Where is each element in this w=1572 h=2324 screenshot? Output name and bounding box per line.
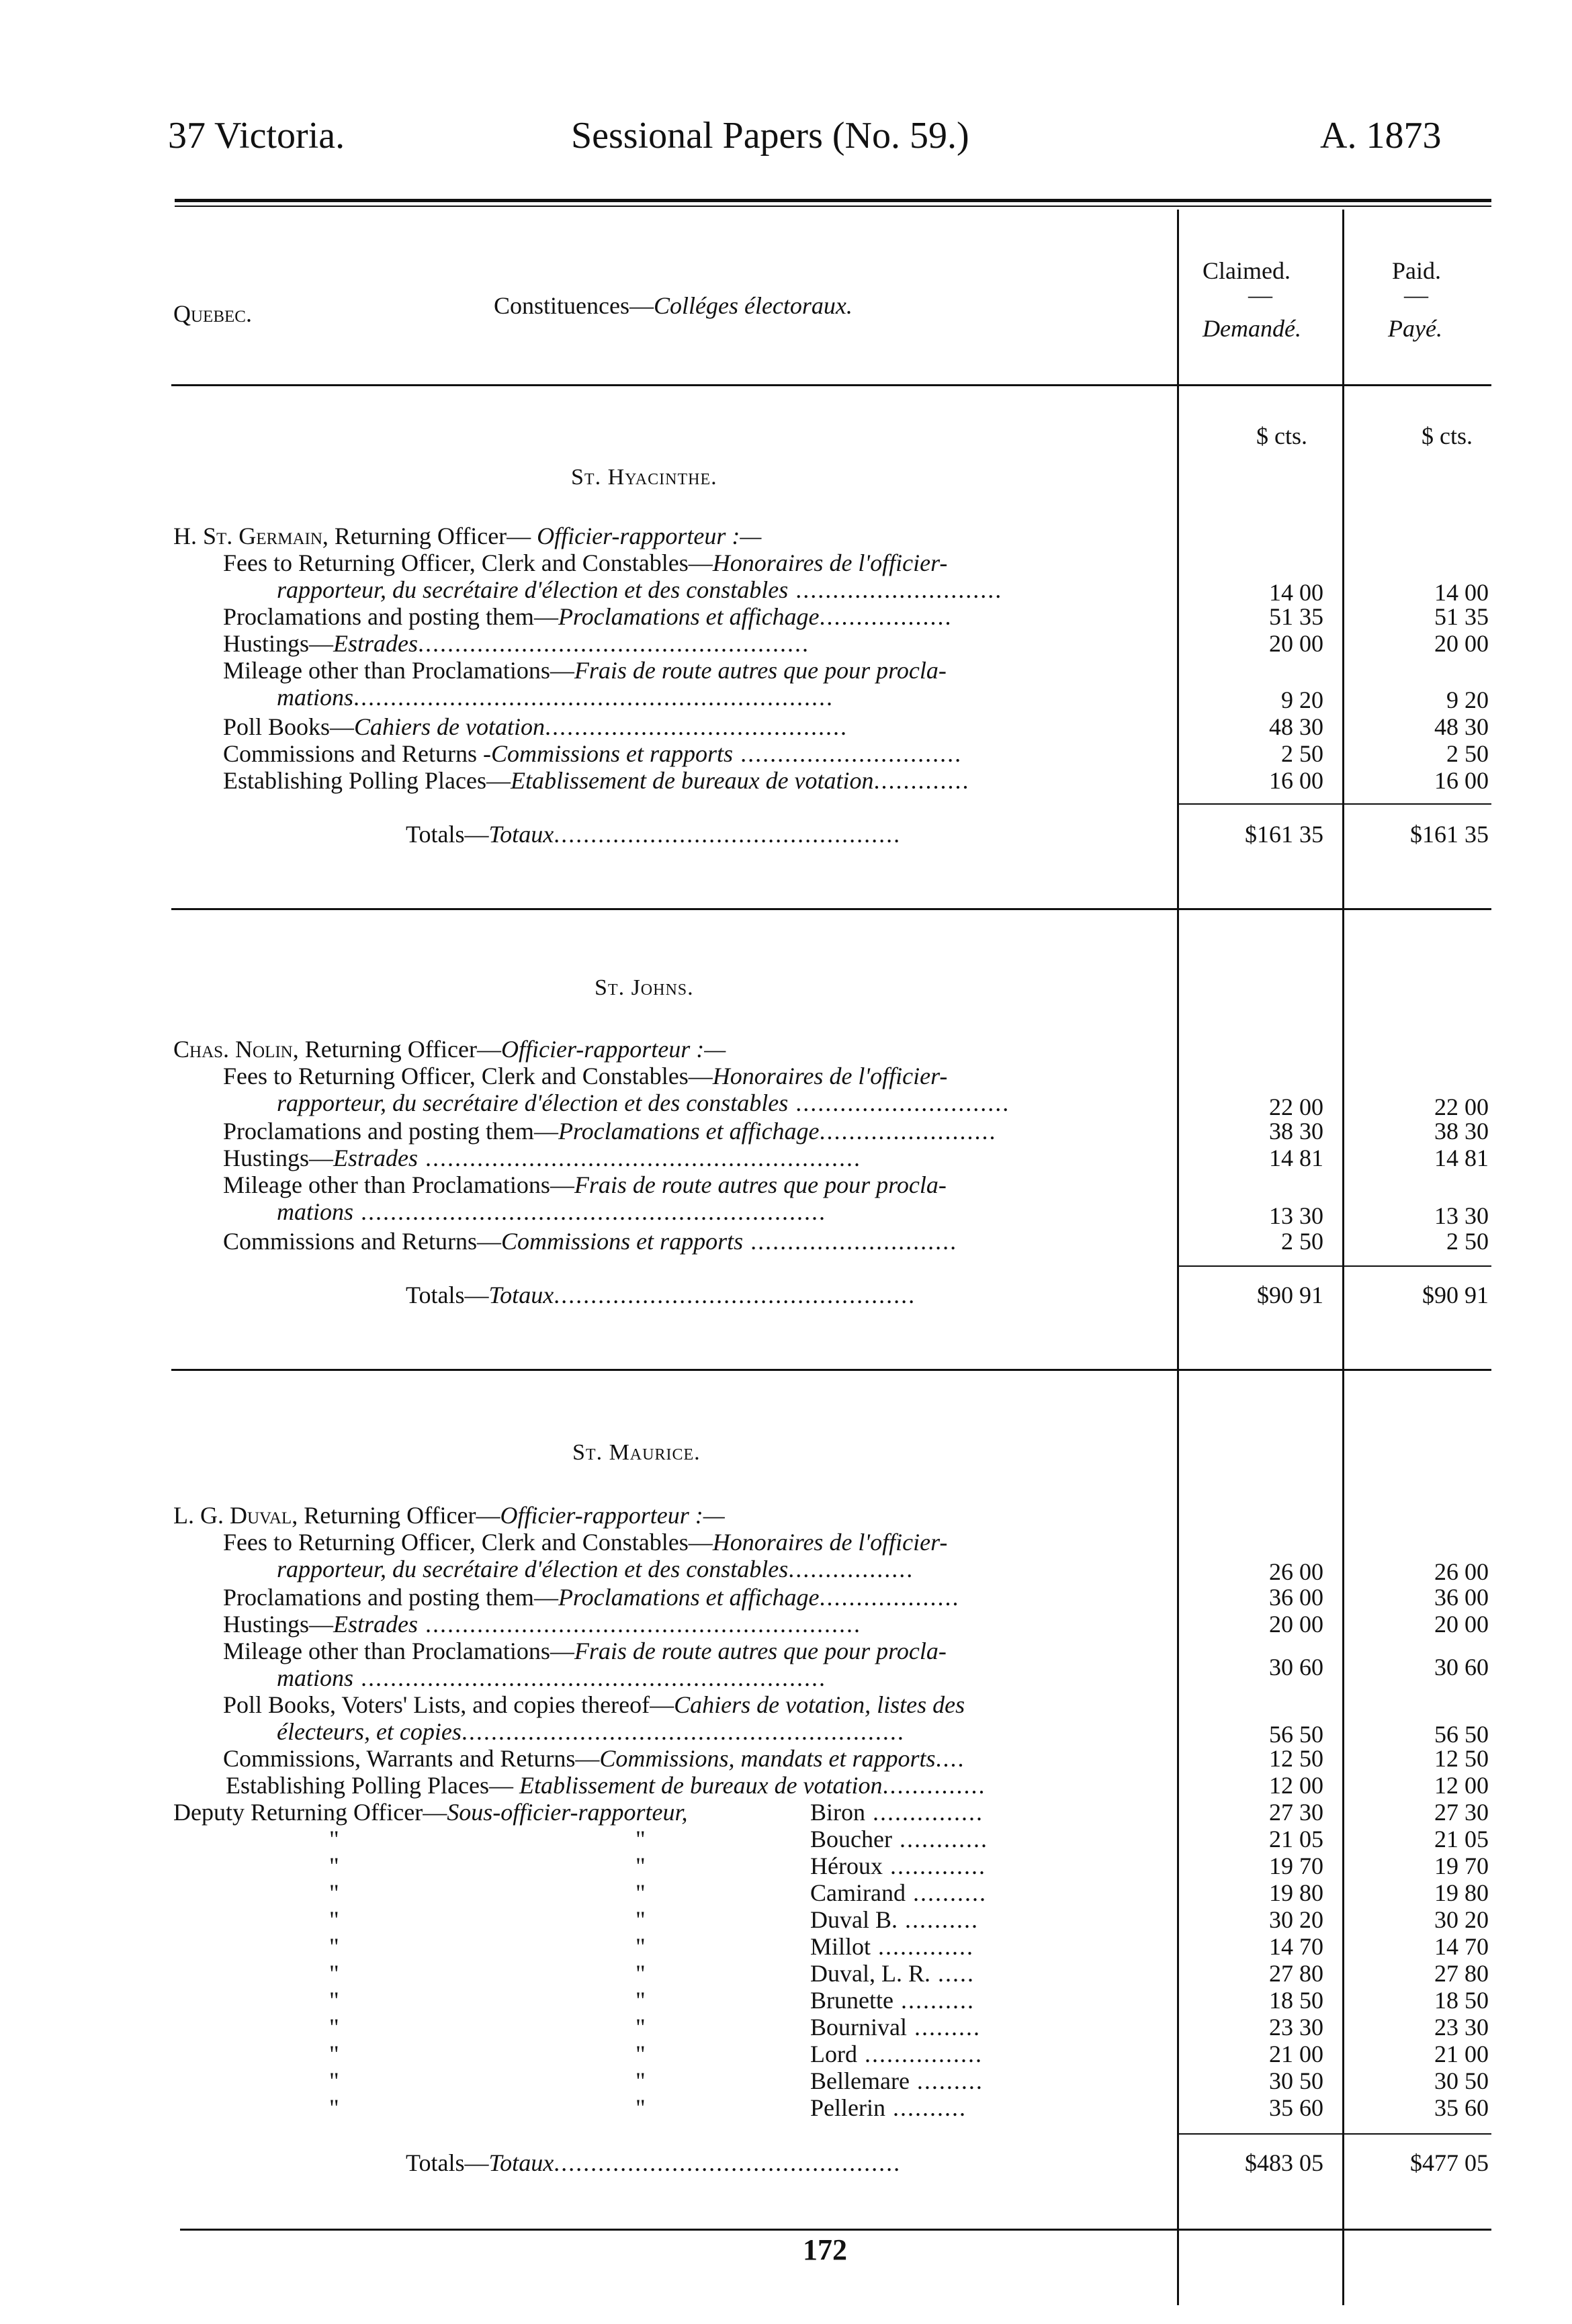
paid-amount: 36 00	[1434, 1584, 1489, 1611]
item-line	[223, 1118, 997, 1145]
paid-amount: 48 30	[1434, 713, 1489, 740]
leader-dots: .........................................	[545, 713, 848, 740]
claimed-amount: 35 60	[1269, 2094, 1323, 2121]
paid-amount: 30 60	[1434, 1654, 1489, 1681]
section-title-st-hyacinthe: St. Hyacinthe.	[571, 465, 717, 490]
ditto-mark: "	[636, 1960, 646, 1987]
item-line	[223, 657, 947, 684]
item-en: Fees to Returning Officer, Clerk and Constables—	[223, 1063, 713, 1089]
deputy-name: Héroux	[810, 1852, 883, 1879]
leader-dots: ...................	[819, 1584, 960, 1611]
ditto-mark: "	[329, 2041, 339, 2067]
item-line	[223, 740, 962, 767]
item-fr: Proclamations et affichage	[558, 1584, 820, 1611]
officer-name: H. St. Germain,	[173, 523, 329, 549]
item-fr-cont: électeurs, et copies	[277, 1718, 462, 1745]
claimed-amount: 48 30	[1269, 713, 1323, 740]
paid-amount: 20 00	[1434, 1611, 1489, 1638]
paid-amount: 23 30	[1434, 2014, 1489, 2041]
paid-amount: 19 70	[1434, 1852, 1489, 1879]
paid-amount: 21 05	[1434, 1826, 1489, 1852]
ditto-mark: "	[636, 1852, 646, 1879]
item-fr: Honoraires de l'officier-	[712, 1529, 948, 1556]
leader-dots: .............	[882, 1852, 986, 1879]
ditto-mark: "	[636, 1933, 646, 1960]
item-line-cont	[277, 1089, 1010, 1116]
deputy-name-line	[810, 1879, 987, 1906]
totals-label: Totals—	[406, 2149, 489, 2176]
paid-amount: 30 50	[1434, 2067, 1489, 2094]
claimed-amount: 30 20	[1269, 1906, 1323, 1933]
item-line	[226, 1772, 986, 1799]
claimed-heading-fr: Demandé.	[1203, 315, 1301, 342]
officer-role-fr: Officier-rapporteur :—	[537, 523, 762, 549]
paid-amount: 30 20	[1434, 1906, 1489, 1933]
paid-amount: 12 00	[1434, 1772, 1489, 1799]
leader-dots: ...........................................................	[418, 1611, 862, 1638]
deputy-label: Deputy Returning Officer—	[173, 1799, 447, 1826]
item-line-cont	[277, 1556, 914, 1582]
header-rule	[171, 384, 1491, 386]
officer-line-st-maurice	[173, 1502, 725, 1529]
item-line	[223, 1063, 947, 1089]
leader-dots: ..........	[885, 2094, 967, 2121]
item-fr: Estrades	[333, 1611, 419, 1638]
paid-amount: 18 50	[1434, 1987, 1489, 2014]
ditto-mark: "	[636, 2041, 646, 2067]
item-fr-cont: rapporteur, du secrétaire d'élection et des constables	[277, 1089, 789, 1116]
paid-amount: 13 30	[1434, 1202, 1489, 1229]
ditto-mark: "	[329, 1987, 339, 2014]
item-line	[223, 767, 970, 794]
leader-dots: .............	[871, 1933, 975, 1960]
item-fr: Proclamations et affichage	[558, 603, 820, 630]
column-rule-claimed	[1177, 210, 1179, 2305]
officer-role: Returning Officer—	[328, 523, 537, 549]
leader-dots: ...........................................................	[418, 1145, 862, 1171]
claimed-amount: 38 30	[1269, 1118, 1323, 1145]
item-line	[223, 1529, 947, 1556]
claimed-amount: 51 35	[1269, 603, 1323, 630]
deputy-name: Pellerin	[810, 2094, 885, 2121]
constituencies-heading	[494, 292, 853, 320]
subtotal-rule	[1179, 2133, 1491, 2135]
officer-role-fr: Officier-rapporteur :—	[500, 1502, 725, 1529]
claimed-amount: 21 00	[1269, 2041, 1323, 2067]
deputy-name-line	[810, 1906, 979, 1933]
item-line	[223, 713, 848, 740]
item-line	[223, 1145, 861, 1171]
ditto-mark: "	[329, 1960, 339, 1987]
totals-line	[406, 2149, 901, 2176]
ditto-mark: "	[329, 1852, 339, 1879]
item-en: Mileage other than Proclamations—	[223, 1171, 574, 1198]
paid-amount: 14 70	[1434, 1933, 1489, 1960]
deputy-name: Bournival	[810, 2014, 907, 2041]
item-fr: Frais de route autres que pour procla-	[574, 1638, 947, 1664]
leader-dots: ..............................	[733, 740, 963, 767]
deputy-name-line	[810, 2067, 984, 2094]
deputy-name: Duval B.	[810, 1906, 898, 1933]
item-fr: Commissions et rapports	[501, 1228, 744, 1255]
leader-dots: .............................	[788, 1089, 1010, 1116]
leader-dots: ..................	[819, 603, 953, 630]
leader-dots: .............	[873, 767, 970, 794]
item-fr-cont: rapporteur, du secrétaire d'élection et des constables	[277, 576, 789, 603]
totals-label-fr: Totaux	[488, 2149, 554, 2176]
item-fr: Estrades	[333, 630, 419, 657]
paid-amount: 14 81	[1434, 1145, 1489, 1171]
claimed-amount: 14 00	[1269, 579, 1323, 606]
item-en: Hustings—	[223, 630, 334, 657]
item-fr: Proclamations et affichage	[558, 1118, 820, 1145]
leader-dots: ........................	[819, 1118, 997, 1145]
page-number: 172	[803, 2233, 847, 2266]
deputy-name-line	[810, 1826, 988, 1852]
claimed-amount: 18 50	[1269, 1987, 1323, 2014]
claimed-amount: 27 30	[1269, 1799, 1323, 1826]
item-en: Fees to Returning Officer, Clerk and Constables—	[223, 549, 713, 576]
officer-line-st-hyacinthe	[173, 523, 761, 549]
subtotal-rule	[1179, 1265, 1491, 1267]
header-title: Sessional Papers (No. 59.)	[571, 115, 969, 157]
item-en: Hustings—	[223, 1145, 334, 1171]
deputy-name-line	[810, 1960, 975, 1987]
leader-dots: ...............	[865, 1799, 984, 1826]
ditto-mark: "	[329, 2014, 339, 2041]
leader-dots: .................................................	[554, 1282, 916, 1308]
paid-amount: 9 20	[1446, 686, 1489, 713]
paid-amount: 2 50	[1446, 1228, 1489, 1255]
paid-amount: 27 30	[1434, 1799, 1489, 1826]
officer-name: Chas. Nolin,	[173, 1036, 299, 1063]
paid-amount: 51 35	[1434, 603, 1489, 630]
item-line	[223, 1584, 960, 1611]
subtotal-rule	[1179, 803, 1491, 805]
leader-dots: ..........	[898, 1906, 979, 1933]
item-fr: Estrades	[333, 1145, 419, 1171]
leader-dots: .........	[906, 2014, 981, 2041]
officer-role: Returning Officer—	[298, 1036, 501, 1063]
item-en: Commissions and Returns—	[223, 1228, 502, 1255]
claimed-amount: 2 50	[1281, 1228, 1323, 1255]
claimed-amount: 19 80	[1269, 1879, 1323, 1906]
paid-amount: 12 50	[1434, 1745, 1489, 1772]
claimed-amount: 19 70	[1269, 1852, 1323, 1879]
paid-amount: 20 00	[1434, 630, 1489, 657]
item-fr-cont: rapporteur, du secrétaire d'élection et des constables	[277, 1556, 789, 1582]
item-line	[223, 1691, 965, 1718]
item-line	[223, 630, 810, 657]
ditto-mark: "	[329, 2067, 339, 2094]
item-en: Commissions and Returns -	[223, 740, 492, 767]
item-en: Proclamations and posting them—	[223, 1118, 558, 1145]
deputy-name: Millot	[810, 1933, 871, 1960]
claimed-dash: —	[1248, 281, 1272, 308]
deputy-name-line	[810, 1799, 984, 1826]
deputy-name: Biron	[810, 1799, 866, 1826]
ditto-mark: "	[636, 1826, 646, 1852]
item-line	[223, 1611, 861, 1638]
claimed-amount: 30 60	[1269, 1654, 1323, 1681]
claimed-amount: 30 50	[1269, 2067, 1323, 2094]
item-line-cont	[277, 1664, 826, 1691]
claimed-amount: 27 80	[1269, 1960, 1323, 1987]
item-line-cont	[277, 576, 1002, 603]
leader-dots: ..............	[882, 1772, 986, 1799]
item-fr: Honoraires de l'officier-	[712, 1063, 948, 1089]
item-en: Poll Books—	[223, 713, 355, 740]
officer-role-fr: Officier-rapporteur :—	[501, 1036, 726, 1063]
item-fr: Etablissement de bureaux de votation	[519, 1772, 883, 1799]
item-fr-cont: mations	[277, 1198, 354, 1225]
total-paid: $90 91	[1422, 1282, 1489, 1308]
paid-dash: —	[1404, 281, 1428, 308]
top-rule	[175, 199, 1491, 202]
claimed-amount: 23 30	[1269, 2014, 1323, 2041]
leader-dots: ....	[935, 1745, 965, 1772]
paid-amount: 35 60	[1434, 2094, 1489, 2121]
paid-amount: 2 50	[1446, 740, 1489, 767]
officer-role: Returning Officer—	[298, 1502, 500, 1529]
deputy-name-line	[810, 2014, 981, 2041]
deputy-name-line	[810, 1987, 975, 2014]
leader-dots: ...............................................	[554, 2149, 902, 2176]
ditto-mark: "	[329, 1906, 339, 1933]
claimed-amount: 14 81	[1269, 1145, 1323, 1171]
leader-dots: ................	[857, 2041, 983, 2067]
item-line-cont	[277, 1718, 905, 1745]
claimed-amount: 2 50	[1281, 740, 1323, 767]
item-en: Commissions, Warrants and Returns—	[223, 1745, 600, 1772]
claimed-amount: 56 50	[1269, 1721, 1323, 1748]
leader-dots: ..........	[893, 1987, 975, 2014]
item-fr-cont: mations	[277, 684, 354, 711]
header-volume: 37 Victoria.	[168, 115, 345, 157]
claimed-amount: 21 05	[1269, 1826, 1323, 1852]
item-en: Mileage other than Proclamations—	[223, 657, 574, 684]
deputy-heading-line	[173, 1799, 688, 1826]
item-line	[223, 1228, 957, 1255]
header-series: A. 1873	[1320, 115, 1442, 157]
deputy-label-fr: Sous-officier-rapporteur,	[447, 1799, 688, 1826]
paid-amount: 21 00	[1434, 2041, 1489, 2067]
constituencies-en: Constituences—	[494, 292, 654, 319]
province-heading: Quebec.	[173, 300, 252, 327]
leader-dots: ............................................................	[461, 1718, 905, 1745]
ditto-mark: "	[636, 2094, 646, 2121]
item-line	[223, 1745, 965, 1772]
leader-dots: ...............................................................	[353, 1664, 827, 1691]
claimed-amount: 16 00	[1269, 767, 1323, 794]
item-en: Proclamations and posting them—	[223, 603, 558, 630]
paid-amount: 27 80	[1434, 1960, 1489, 1987]
constituencies-fr: Colléges électoraux.	[653, 292, 853, 319]
leader-dots: .................	[788, 1556, 914, 1582]
item-en: Establishing Polling Places—	[226, 1772, 519, 1799]
ditto-mark: "	[636, 1987, 646, 2014]
claimed-heading: Claimed.	[1203, 257, 1291, 284]
total-paid: $161 35	[1410, 821, 1489, 848]
section-title-st-johns: St. Johns.	[595, 975, 694, 1000]
item-line-cont	[277, 684, 834, 711]
leader-dots: .....	[930, 1960, 975, 1987]
totals-line	[406, 1282, 916, 1308]
claimed-amount: 12 00	[1269, 1772, 1323, 1799]
paid-amount: 22 00	[1434, 1093, 1489, 1120]
ditto-mark: "	[636, 2067, 646, 2094]
item-en: Proclamations and posting them—	[223, 1584, 558, 1611]
ditto-mark: "	[329, 1933, 339, 1960]
section-rule	[171, 1369, 1491, 1371]
totals-line	[406, 821, 901, 848]
paid-amount: 19 80	[1434, 1879, 1489, 1906]
section-rule	[171, 908, 1491, 910]
claimed-amount: 36 00	[1269, 1584, 1323, 1611]
claimed-amount: 9 20	[1281, 686, 1323, 713]
leader-dots: .........	[909, 2067, 984, 2094]
leader-dots: ............................	[743, 1228, 958, 1255]
top-rule-thin	[175, 206, 1491, 207]
total-claimed: $90 91	[1257, 1282, 1323, 1308]
paid-amount: 56 50	[1434, 1721, 1489, 1748]
ditto-mark: "	[329, 1879, 339, 1906]
leader-dots: .................................................................	[353, 684, 834, 711]
deputy-name-line	[810, 1933, 974, 1960]
totals-label-fr: Totaux	[488, 821, 554, 848]
deputy-name: Camirand	[810, 1879, 906, 1906]
item-fr: Commissions, mandats et rapports	[599, 1745, 936, 1772]
currency-claimed: $ cts.	[1256, 422, 1307, 449]
ditto-mark: "	[329, 2094, 339, 2121]
paid-heading: Paid.	[1392, 257, 1442, 284]
item-en: Hustings—	[223, 1611, 334, 1638]
paid-amount: 26 00	[1434, 1558, 1489, 1585]
claimed-amount: 22 00	[1269, 1093, 1323, 1120]
item-fr: Commissions et rapports	[491, 740, 734, 767]
item-fr: Cahiers de votation	[354, 713, 545, 740]
leader-dots: ...............................................	[554, 821, 902, 848]
bottom-rule	[180, 2229, 1491, 2231]
paid-amount: 38 30	[1434, 1118, 1489, 1145]
officer-name: L. G. Duval,	[173, 1502, 298, 1529]
paid-amount: 16 00	[1434, 767, 1489, 794]
item-line-cont	[277, 1198, 826, 1225]
leader-dots: ..........	[905, 1879, 987, 1906]
claimed-amount: 20 00	[1269, 1611, 1323, 1638]
deputy-name: Brunette	[810, 1987, 893, 2014]
item-fr: Honoraires de l'officier-	[712, 549, 948, 576]
item-fr: Frais de route autres que pour procla-	[574, 1171, 947, 1198]
total-paid: $477 05	[1410, 2149, 1489, 2176]
section-title-st-maurice: St. Maurice.	[572, 1440, 701, 1465]
claimed-amount: 12 50	[1269, 1745, 1323, 1772]
deputy-name: Boucher	[810, 1826, 892, 1852]
total-claimed: $483 05	[1245, 2149, 1323, 2176]
column-rule-paid	[1342, 210, 1344, 2305]
totals-label: Totals—	[406, 821, 489, 848]
currency-paid: $ cts.	[1422, 422, 1473, 449]
item-fr: Frais de route autres que pour procla-	[574, 657, 947, 684]
ditto-mark: "	[636, 1906, 646, 1933]
deputy-name-line	[810, 2094, 967, 2121]
deputy-name: Lord	[810, 2041, 857, 2067]
paid-amount: 14 00	[1434, 579, 1489, 606]
item-en: Poll Books, Voters' Lists, and copies thereof—	[223, 1691, 674, 1718]
paid-heading-fr: Payé.	[1388, 315, 1442, 342]
item-fr: Etablissement de bureaux de votation	[511, 767, 874, 794]
claimed-amount: 14 70	[1269, 1933, 1323, 1960]
claimed-amount: 20 00	[1269, 630, 1323, 657]
totals-label-fr: Totaux	[488, 1282, 554, 1308]
claimed-amount: 26 00	[1269, 1558, 1323, 1585]
leader-dots: ...............................................................	[353, 1198, 827, 1225]
deputy-name: Bellemare	[810, 2067, 910, 2094]
item-en: Establishing Polling Places—	[223, 767, 511, 794]
officer-line-st-johns	[173, 1036, 726, 1063]
deputy-name-line	[810, 2041, 983, 2067]
item-fr: Cahiers de votation, listes des	[674, 1691, 965, 1718]
deputy-name: Duval, L. R.	[810, 1960, 930, 1987]
leader-dots: ............	[891, 1826, 988, 1852]
total-claimed: $161 35	[1245, 821, 1323, 848]
item-line	[223, 603, 953, 630]
item-en: Mileage other than Proclamations—	[223, 1638, 574, 1664]
ditto-mark: "	[636, 2014, 646, 2041]
item-line	[223, 549, 947, 576]
claimed-amount: 13 30	[1269, 1202, 1323, 1229]
item-line	[223, 1638, 947, 1664]
deputy-name-line	[810, 1852, 986, 1879]
totals-label: Totals—	[406, 1282, 489, 1308]
item-fr-cont: mations	[277, 1664, 354, 1691]
ditto-mark: "	[329, 1826, 339, 1852]
item-line	[223, 1171, 947, 1198]
item-en: Fees to Returning Officer, Clerk and Constables—	[223, 1529, 713, 1556]
ditto-mark: "	[636, 1879, 646, 1906]
leader-dots: .....................................................	[418, 630, 810, 657]
leader-dots: ............................	[788, 576, 1003, 603]
